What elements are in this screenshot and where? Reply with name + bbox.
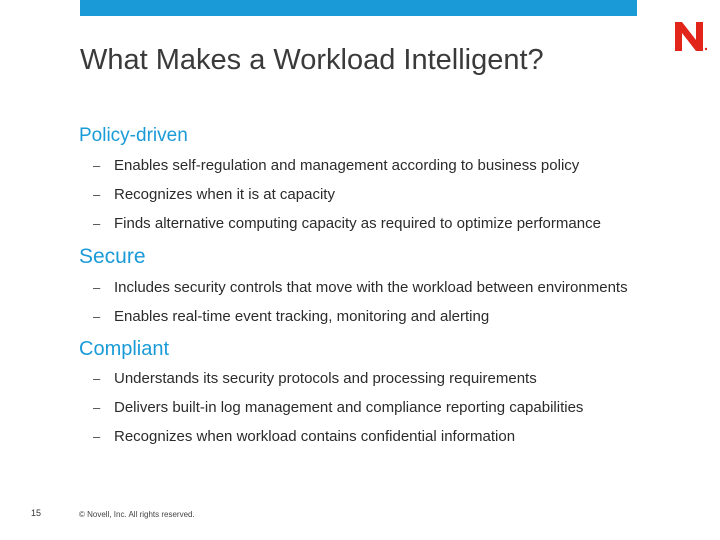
bullet-dash: – [93, 400, 101, 415]
bullet-item [93, 157, 579, 174]
bullet-dash: – [93, 158, 101, 173]
bullet-text: Recognizes when it is at capacity [114, 186, 335, 203]
bullet-dash: – [93, 187, 101, 202]
section-heading-compliant: Compliant [79, 338, 170, 360]
bullet-dash: – [93, 216, 101, 231]
bullet-text: Enables self-regulation and management according to business policy [114, 157, 580, 174]
bullet-item [93, 279, 628, 296]
section-heading-policy-driven: Policy-driven [79, 125, 188, 146]
bullet-text: Enables real-time event tracking, monitoring and alerting [114, 308, 490, 325]
bullet-dash: – [93, 309, 101, 324]
bullet-item [93, 215, 601, 232]
bullet-text: Finds alternative computing capacity as required to optimize performance [114, 215, 601, 232]
bullet-item [93, 370, 537, 387]
bullet-dash: – [93, 280, 101, 295]
bullet-dash: – [93, 429, 101, 444]
bullet-text: Includes security controls that move with the workload between environments [114, 279, 628, 296]
bullet-text: Delivers built-in log management and compliance reporting capabilities [114, 399, 584, 416]
slide-title: What Makes a Workload Intelligent? [80, 44, 544, 76]
page-number: 15 [31, 508, 42, 518]
bullet-text: Recognizes when workload contains confidential information [114, 428, 516, 445]
novell-logo-icon [673, 19, 709, 53]
bullet-item [93, 428, 515, 445]
header-accent-bar [80, 0, 637, 16]
bullet-item [93, 399, 583, 416]
bullet-item [93, 186, 335, 203]
copyright-footer: © Novell, Inc. All rights reserved. [79, 510, 195, 519]
bullet-item [93, 308, 489, 325]
bullet-text: Understands its security protocols and processing requirements [114, 370, 537, 387]
bullet-dash: – [93, 371, 101, 386]
section-heading-secure: Secure [79, 245, 146, 268]
